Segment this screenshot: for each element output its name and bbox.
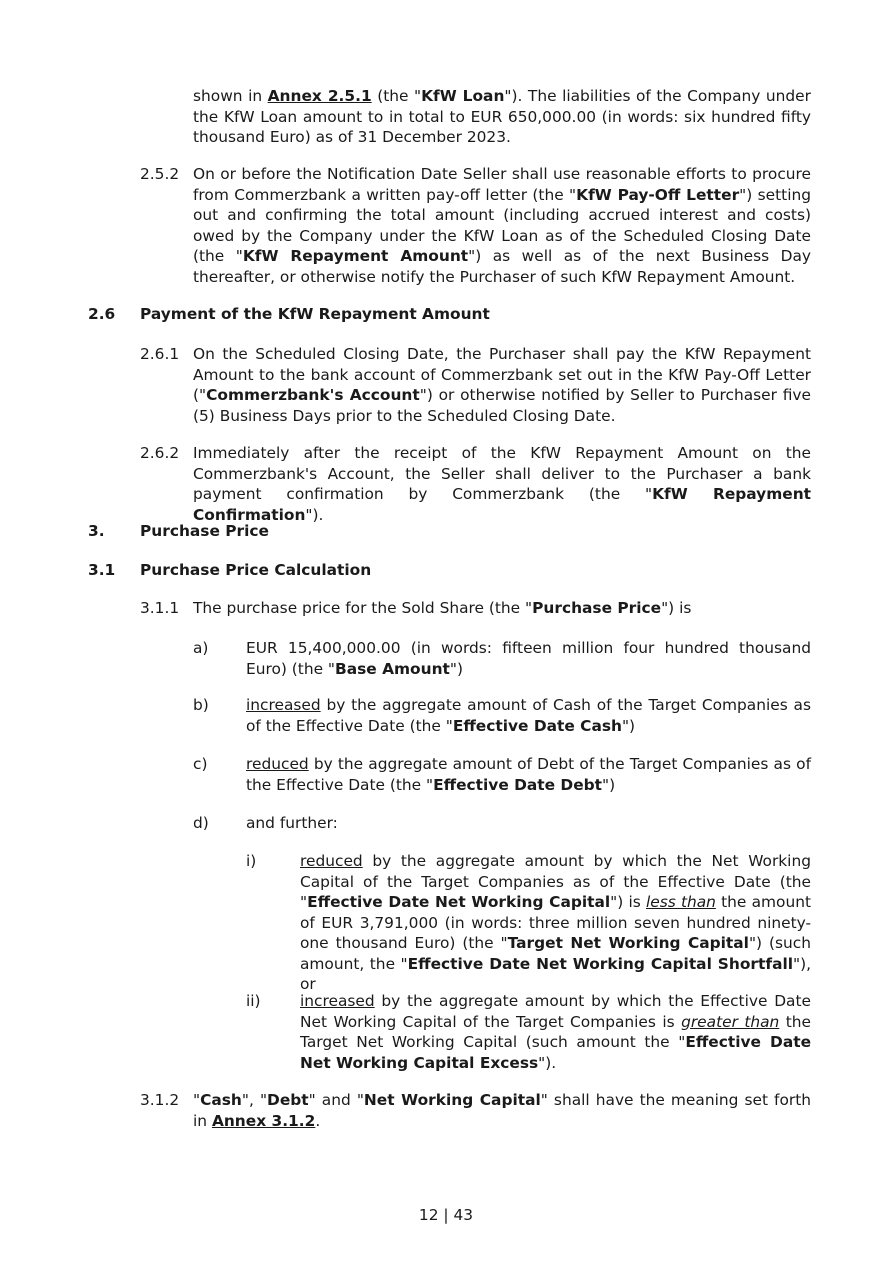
defined-term-cash: Cash — [200, 1091, 242, 1109]
section-heading-2-6: Payment of the KfW Repayment Amount — [140, 305, 490, 323]
clause-number-2-5-2: 2.5.2 — [140, 165, 180, 183]
defined-term-nwc-shortfall: Effective Date Net Working Capital Shortfall — [407, 954, 794, 973]
underlined-reduced: reduced — [246, 755, 309, 773]
subitem-i: reduced by the aggregate amount by which the Net Working Capital of the Target Companies as of the Effective Date (the "Effective Date Net Working Capital") is less than the amount of EUR 3,791,000 (in words: three million seven hundred ninety-one thousand Euro) (the "Target Net Working Capital") (such amount, the "Effective Date Net Working Capital Shortfall"), or — [300, 852, 811, 993]
defined-term-effective-date-nwc: Effective Date Net Working Capital — [307, 893, 611, 911]
clause-2-5-1-continuation: shown in Annex 2.5.1 (the "KfW Loan"). The liabilities of the Company under the KfW Loan amount to in total to EUR 650,000.00 (in words: six hundred fifty thousand Euro) as of 31 December 2023. — [193, 87, 811, 146]
item-label-d: d) — [193, 814, 209, 832]
item-d: and further: — [246, 814, 338, 832]
subitem-ii: increased by the aggregate amount by which the Effective Date Net Working Capital of the Target Companies is greater than the Target Net Working Capital (such amount the "Effective Date Net Working Capital Excess"). — [300, 992, 812, 1072]
defined-term-kfw-pay-off-letter: KfW Pay-Off Letter — [576, 185, 740, 204]
underlined-increased: increased — [300, 992, 375, 1010]
clause-2-6-2: Immediately after the receipt of the KfW Repayment Amount on the Commerzbank's Account, the Seller shall deliver to the Purchaser a bank payment confirmation by Commerzbank (the "KfW Repayment Confirmation"). — [193, 444, 812, 524]
item-b: increased by the aggregate amount of Cash of the Target Companies as of the Effective Date (the "Effective Date Cash") — [246, 696, 811, 735]
section-number-3-1: 3.1 — [88, 561, 116, 579]
subitem-label-ii: ii) — [246, 992, 261, 1010]
subitem-label-i: i) — [246, 852, 257, 870]
underlined-greater-than: greater than — [681, 1012, 780, 1031]
defined-term-purchase-price: Purchase Price — [532, 599, 662, 617]
defined-term-net-working-capital: Net Working Capital — [363, 1091, 541, 1109]
item-label-c: c) — [193, 755, 208, 773]
clause-2-5-2: On or before the Notification Date Seller shall use reasonable efforts to procure from Commerzbank a written pay-off letter (the "KfW Pay-Off Letter") setting out and confirming the total amount (including accrued interest and costs) owed by the Company under the KfW Loan as of the Scheduled Closing Date (the "KfW Repayment Amount") as well as of the next Business Day thereafter, or otherwise notify the Purchaser of such KfW Repayment Amount. — [193, 165, 812, 286]
clause-number-2-6-1: 2.6.1 — [140, 345, 180, 363]
item-label-b: b) — [193, 696, 209, 714]
clause-2-6-1: On the Scheduled Closing Date, the Purchaser shall pay the KfW Repayment Amount to the bank account of Commerzbank set out in the KfW Pay-Off Letter ("Commerzbank's Account") or otherwise notified by Seller to Purchaser five (5) Business Days prior to the Scheduled Closing Date. — [193, 345, 811, 425]
defined-term-nwc-excess: Effective Date Net Working Capital Excess — [300, 1033, 812, 1072]
defined-term-kfw-loan: KfW Loan — [421, 87, 505, 105]
clause-number-3-1-1: 3.1.1 — [140, 599, 180, 617]
item-label-a: a) — [193, 639, 209, 657]
defined-term-kfw-repayment-confirmation: KfW Repayment Confirmation — [193, 485, 812, 524]
defined-term-commerzbanks-account: Commerzbank's Account — [206, 386, 420, 404]
annex-3-1-2-reference: Annex 3.1.2 — [211, 1111, 316, 1130]
clause-number-3-1-2: 3.1.2 — [140, 1091, 180, 1109]
defined-term-kfw-repayment-amount: KfW Repayment Amount — [242, 247, 469, 265]
item-c: reduced by the aggregate amount of Debt of the Target Companies as of the Effective Date (the "Effective Date Debt") — [246, 755, 811, 794]
defined-term-effective-date-debt: Effective Date Debt — [433, 775, 603, 794]
underlined-reduced: reduced — [300, 852, 363, 870]
clause-3-1-1: The purchase price for the Sold Share (the "Purchase Price") is — [193, 599, 692, 617]
defined-term-base-amount: Base Amount — [335, 659, 450, 678]
underlined-increased: increased — [246, 696, 321, 714]
defined-term-debt: Debt — [267, 1091, 309, 1109]
section-number-3: 3. — [88, 522, 105, 540]
section-number-2-6: 2.6 — [88, 305, 116, 323]
underlined-less-than: less than — [645, 893, 716, 911]
item-a: EUR 15,400,000.00 (in words: fifteen million four hundred thousand Euro) (the "Base Amount") — [246, 639, 811, 678]
annex-2-5-1-reference: Annex 2.5.1 — [267, 87, 372, 105]
section-heading-3: Purchase Price — [140, 522, 269, 540]
section-heading-3-1: Purchase Price Calculation — [140, 561, 372, 579]
defined-term-target-nwc: Target Net Working Capital — [507, 934, 749, 952]
clause-3-1-2: "Cash", "Debt" and "Net Working Capital" shall have the meaning set forth in Annex 3.1.2. — [193, 1091, 812, 1130]
clause-number-2-6-2: 2.6.2 — [140, 444, 180, 462]
page-number: 12 | 43 — [418, 1206, 474, 1224]
defined-term-effective-date-cash: Effective Date Cash — [452, 716, 622, 735]
